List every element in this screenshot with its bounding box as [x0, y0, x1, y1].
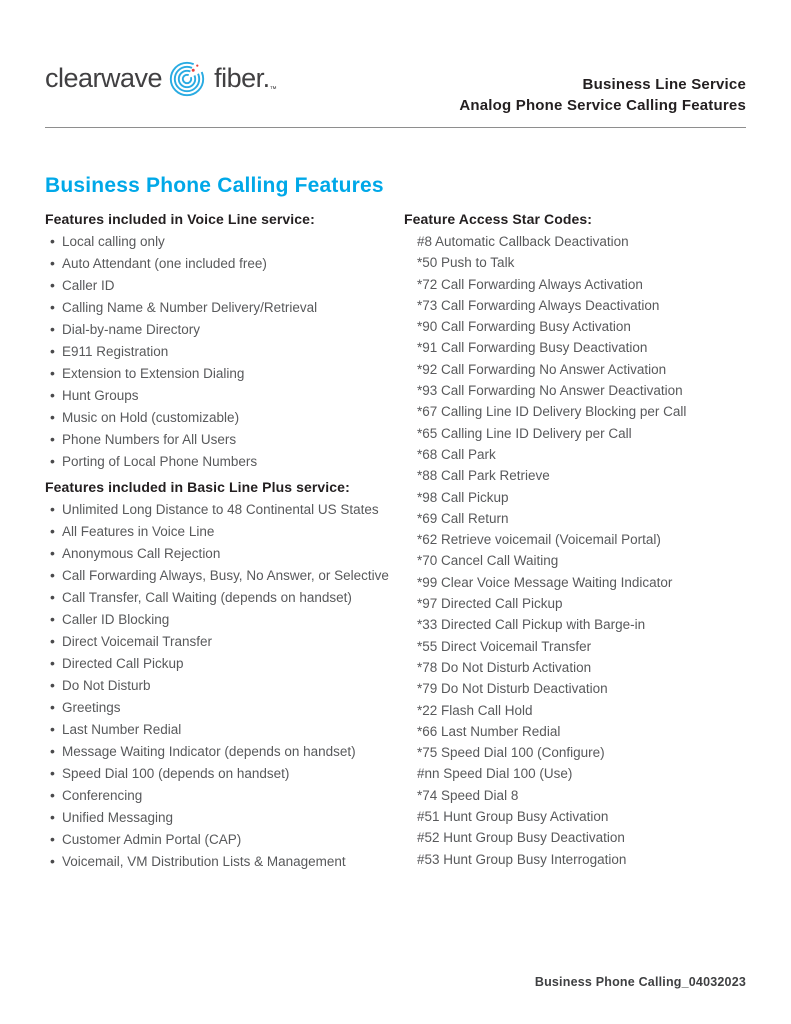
- star-code-item: *79 Do Not Disturb Deactivation: [417, 681, 608, 697]
- voice-line-feature-item: • Dial-by-name Directory: [45, 322, 400, 338]
- voice-line-feature-item: • Calling Name & Number Delivery/Retrieval: [45, 300, 400, 316]
- basic-line-plus-feature-item: • Direct Voicemail Transfer: [45, 634, 400, 650]
- basic-line-plus-feature-item: • Customer Admin Portal (CAP): [45, 832, 400, 848]
- star-code-item: *62 Retrieve voicemail (Voicemail Portal): [417, 532, 661, 548]
- star-code-item: *22 Flash Call Hold: [417, 702, 533, 718]
- logo-text-fiber-word: fiber.: [214, 62, 270, 93]
- basic-line-plus-feature-item: • Caller ID Blocking: [45, 612, 400, 628]
- star-code-item: *92 Call Forwarding No Answer Activation: [417, 361, 667, 377]
- star-code-item: #53 Hunt Group Busy Interrogation: [417, 851, 627, 867]
- basic-line-plus-feature-item: • Unlimited Long Distance to 48 Continental US States: [45, 502, 400, 518]
- basic-line-plus-feature-item: • Voicemail, VM Distribution Lists & Management: [45, 854, 400, 870]
- header-line-1: Business Line Service: [582, 76, 746, 93]
- star-code-item: *99 Clear Voice Message Waiting Indicator: [417, 574, 673, 590]
- header-line-2: Analog Phone Service Calling Features: [459, 97, 746, 114]
- basic-line-plus-feature-item: • Unified Messaging: [45, 810, 400, 826]
- star-code-item: *93 Call Forwarding No Answer Deactivation: [417, 383, 683, 399]
- right-column: [404, 211, 754, 873]
- star-code-item: *73 Call Forwarding Always Deactivation: [417, 297, 660, 313]
- star-code-item: *98 Call Pickup: [417, 489, 509, 505]
- basic-line-plus-feature-item: • Last Number Redial: [45, 722, 400, 738]
- basic-line-plus-feature-item: • Message Waiting Indicator (depends on handset): [45, 744, 400, 760]
- voice-line-feature-item: • Hunt Groups: [45, 388, 400, 404]
- star-code-item: *74 Speed Dial 8: [417, 787, 519, 803]
- basic-line-plus-feature-item: • Call Forwarding Always, Busy, No Answer, or Selective: [45, 568, 400, 584]
- voice-line-feature-item: • Caller ID: [45, 278, 400, 294]
- voice-line-feature-item: • Auto Attendant (one included free): [45, 256, 400, 272]
- basic-line-plus-feature-item: • Speed Dial 100 (depends on handset): [45, 766, 400, 782]
- voice-line-feature-item: • E911 Registration: [45, 344, 400, 360]
- star-code-item: #8 Automatic Callback Deactivation: [417, 234, 629, 249]
- star-code-item: *68 Call Park: [417, 446, 496, 462]
- logo-trademark: ™: [269, 85, 277, 93]
- basic-line-plus-heading: Features included in Basic Line Plus service:: [45, 479, 350, 495]
- star-code-item: *33 Directed Call Pickup with Barge-in: [417, 617, 646, 633]
- clearwave-ripple-c-icon: [168, 58, 208, 98]
- page-title: Business Phone Calling Features: [45, 174, 384, 197]
- logo-text-fiber: [214, 63, 276, 94]
- star-code-item: *97 Directed Call Pickup: [417, 596, 563, 612]
- star-codes-heading: Feature Access Star Codes:: [404, 211, 593, 227]
- basic-line-plus-feature-item: • Greetings: [45, 700, 400, 716]
- logo-text-clearwave: clearwave: [45, 62, 163, 93]
- voice-line-feature-item: • Music on Hold (customizable): [45, 410, 400, 426]
- star-code-item: *72 Call Forwarding Always Activation: [417, 276, 643, 292]
- document-header: [459, 74, 746, 116]
- star-code-item: *67 Calling Line ID Delivery Blocking per Call: [417, 404, 687, 420]
- star-code-item: *69 Call Return: [417, 510, 509, 526]
- star-code-item: *70 Cancel Call Waiting: [417, 553, 559, 569]
- voice-line-feature-item: • Local calling only: [45, 234, 400, 250]
- star-code-item: *88 Call Park Retrieve: [417, 468, 550, 484]
- basic-line-plus-feature-list: [45, 502, 400, 870]
- header-divider: [45, 127, 746, 128]
- basic-line-plus-feature-item: • All Features in Voice Line: [45, 524, 400, 540]
- star-code-item: *50 Push to Talk: [417, 255, 515, 271]
- basic-line-plus-feature-item: • Call Transfer, Call Waiting (depends on handset): [45, 590, 400, 606]
- left-column: [45, 211, 400, 876]
- basic-line-plus-feature-item: • Directed Call Pickup: [45, 656, 400, 672]
- voice-line-feature-item: • Phone Numbers for All Users: [45, 432, 400, 448]
- basic-line-plus-feature-item: • Do Not Disturb: [45, 678, 400, 694]
- star-code-item: #nn Speed Dial 100 (Use): [417, 766, 573, 782]
- star-code-item: *75 Speed Dial 100 (Configure): [417, 745, 605, 761]
- star-codes-list: [404, 234, 754, 867]
- star-code-item: #51 Hunt Group Busy Activation: [417, 809, 609, 825]
- star-code-item: *65 Calling Line ID Delivery per Call: [417, 425, 632, 441]
- star-code-item: *55 Direct Voicemail Transfer: [417, 638, 592, 654]
- star-code-item: *90 Call Forwarding Busy Activation: [417, 319, 631, 335]
- clearwave-fiber-logo: [45, 58, 276, 98]
- voice-line-feature-list: [45, 234, 400, 470]
- basic-line-plus-feature-item: • Conferencing: [45, 788, 400, 804]
- star-code-item: *78 Do Not Disturb Activation: [417, 659, 592, 675]
- star-code-item: *91 Call Forwarding Busy Deactivation: [417, 340, 648, 356]
- basic-line-plus-feature-item: • Anonymous Call Rejection: [45, 546, 400, 562]
- voice-line-heading: Features included in Voice Line service:: [45, 211, 315, 227]
- star-code-item: #52 Hunt Group Busy Deactivation: [417, 830, 625, 846]
- star-code-item: *66 Last Number Redial: [417, 723, 561, 739]
- footer-document-name: Business Phone Calling_04032023: [534, 975, 746, 989]
- voice-line-feature-item: • Porting of Local Phone Numbers: [45, 454, 400, 470]
- voice-line-feature-item: • Extension to Extension Dialing: [45, 366, 400, 382]
